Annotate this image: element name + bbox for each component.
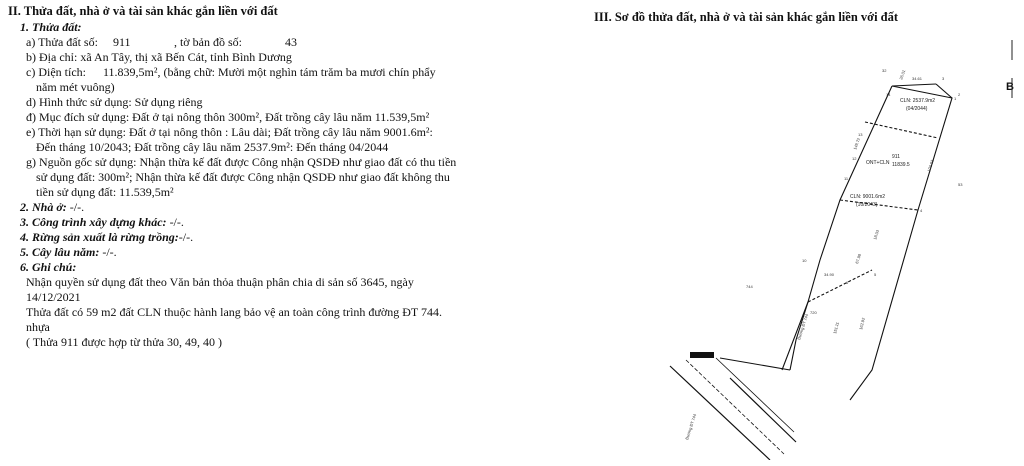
ont-label: ONT+CLN [866,160,890,166]
compass-letter: B [1006,81,1014,93]
parcel-area-label: 11839.5 [892,162,910,168]
area-row-cont: năm mét vuông) [36,80,115,94]
land-info-panel [8,4,548,350]
point-11: 11 [844,176,849,181]
dim-3: 103.02 [926,159,935,173]
parcel-diagram [660,40,1024,460]
map-sheet-label: , tờ bản đồ số: [173,35,242,49]
road-label-bottom: Đường ĐT 744 [684,413,698,441]
parcel-number: 911 [112,35,131,49]
dim-7: 34.90 [824,272,835,277]
note-1: Nhận quyền sử dụng đất theo Văn bản thỏa thuận phân chia di sản số 3645, ngày [26,275,414,289]
note-1-cont: 14/12/2021 [26,290,81,304]
parcel-outline [720,84,952,400]
usage-term-row: e) Thời hạn sử dụng: Đất ở tại nông thôn : Lâu dài; Đất trồng cây lâu năm 9001.6m²: [26,125,433,139]
dim-9: 18.03 [872,229,881,241]
origin-row: g) Nguồn gốc sử dụng: Nhận thừa kế đất được Công nhận QSDĐ như giao đất có thu tiền [26,155,457,169]
land-heading: 1. Thửa đất: [20,20,82,34]
other-construction-row [8,215,548,230]
perennial-value: -/-. [99,245,117,259]
north-arrow-icon [1006,40,1014,98]
dim-6: 162.92 [858,317,866,331]
cln-mid-label: CLN: 9001.6m2 [850,194,886,200]
note-2-cont: nhựa [26,320,50,334]
parcel-number-row [8,35,548,50]
house-value: -/-. [66,200,85,214]
usage-form-row: d) Hình thức sử dụng: Sử dụng riêng [26,95,203,109]
cln-top-date: (04/2044) [906,106,928,112]
road-label-vertical: Đường ĐT 744 [796,313,810,341]
dim-1: 26.01 [898,69,907,81]
forest-label: 4. Rừng sản xuất là rừng trồng: [20,230,179,244]
point-10: 10 [802,258,807,263]
parcel-label: a) Thửa đất số: [26,35,98,49]
parcel-number-label: 911 [892,154,900,160]
cln-mid-date: (10/2043) [856,202,878,208]
point-5: 5 [874,272,877,277]
point-14: 14 [886,92,891,97]
other-construction-value: -/-. [166,215,184,229]
point-12: 12 [852,156,857,161]
house-row [8,200,548,215]
dim-8: 67.98 [854,253,863,265]
cln-top-label: CLN: 2537.9m2 [900,98,936,104]
note-3: ( Thửa 911 được hợp từ thửa 30, 49, 40 ) [26,335,223,349]
other-construction-label: 3. Công trình xây dựng khác: [20,215,167,229]
neighbor-744: 744 [746,284,753,289]
house-label: 2. Nhà ở: [20,200,67,214]
neighbor-32: 32 [882,68,887,73]
area-label: c) Diện tích: [26,65,86,79]
section2-heading: II. Thửa đất, nhà ở và tài sản khác gắn liền với đất [8,4,278,18]
origin-cont-1: sử dụng đất: 300m²; Nhận thừa kế đất được Công nhận QSDĐ như giao đất không thu [36,170,450,184]
dim-2: 34.61 [912,76,923,81]
point-1: 1 [954,96,957,101]
address-row: b) Địa chỉ: xã An Tây, thị xã Bến Cát, tỉnh Bình Dương [26,50,292,64]
point-13: 13 [858,132,863,137]
origin-cont-2: tiền sử dụng đất: 11.539,5m² [36,185,174,199]
usage-term-cont: Đến tháng 10/2043; Đất trồng cây lâu năm 2537.9m²: Đến tháng 04/2044 [36,140,389,154]
usage-purpose-row: đ) Mục đích sử dụng: Đất ở tại nông thôn 300m², Đất trồng cây lâu năm 11.539,5m² [26,110,430,124]
area-row [8,65,548,80]
point-4: 4 [920,208,923,213]
map-sheet-number: 43 [284,35,297,49]
point-6: 6 [846,280,849,285]
forest-value: -/-. [178,230,194,244]
note-2: Thửa đất có 59 m2 đất CLN thuộc hành lang bảo vệ an toàn công trình đường ĐT 744. [26,305,443,319]
notes-label: 6. Ghi chú: [20,260,77,274]
point-2: 2 [958,92,961,97]
point-3: 3 [942,76,945,81]
neighbor-53: 53 [958,182,963,187]
perennial-label: 5. Cây lâu năm: [20,245,100,259]
area-value: 11.839,5m², (bằng chữ: Mười một nghìn tám trăm ba mươi chín phẩy [102,65,436,79]
forest-row [8,230,548,245]
perennial-row [8,245,548,260]
section3-heading: III. Sơ đồ thửa đất, nhà ở và tài sản khác gắn liền với đất [594,10,899,24]
dim-4: 151.11 [832,321,840,335]
neighbor-720: 720 [810,310,817,315]
dim-5: 149.72 [852,137,862,151]
